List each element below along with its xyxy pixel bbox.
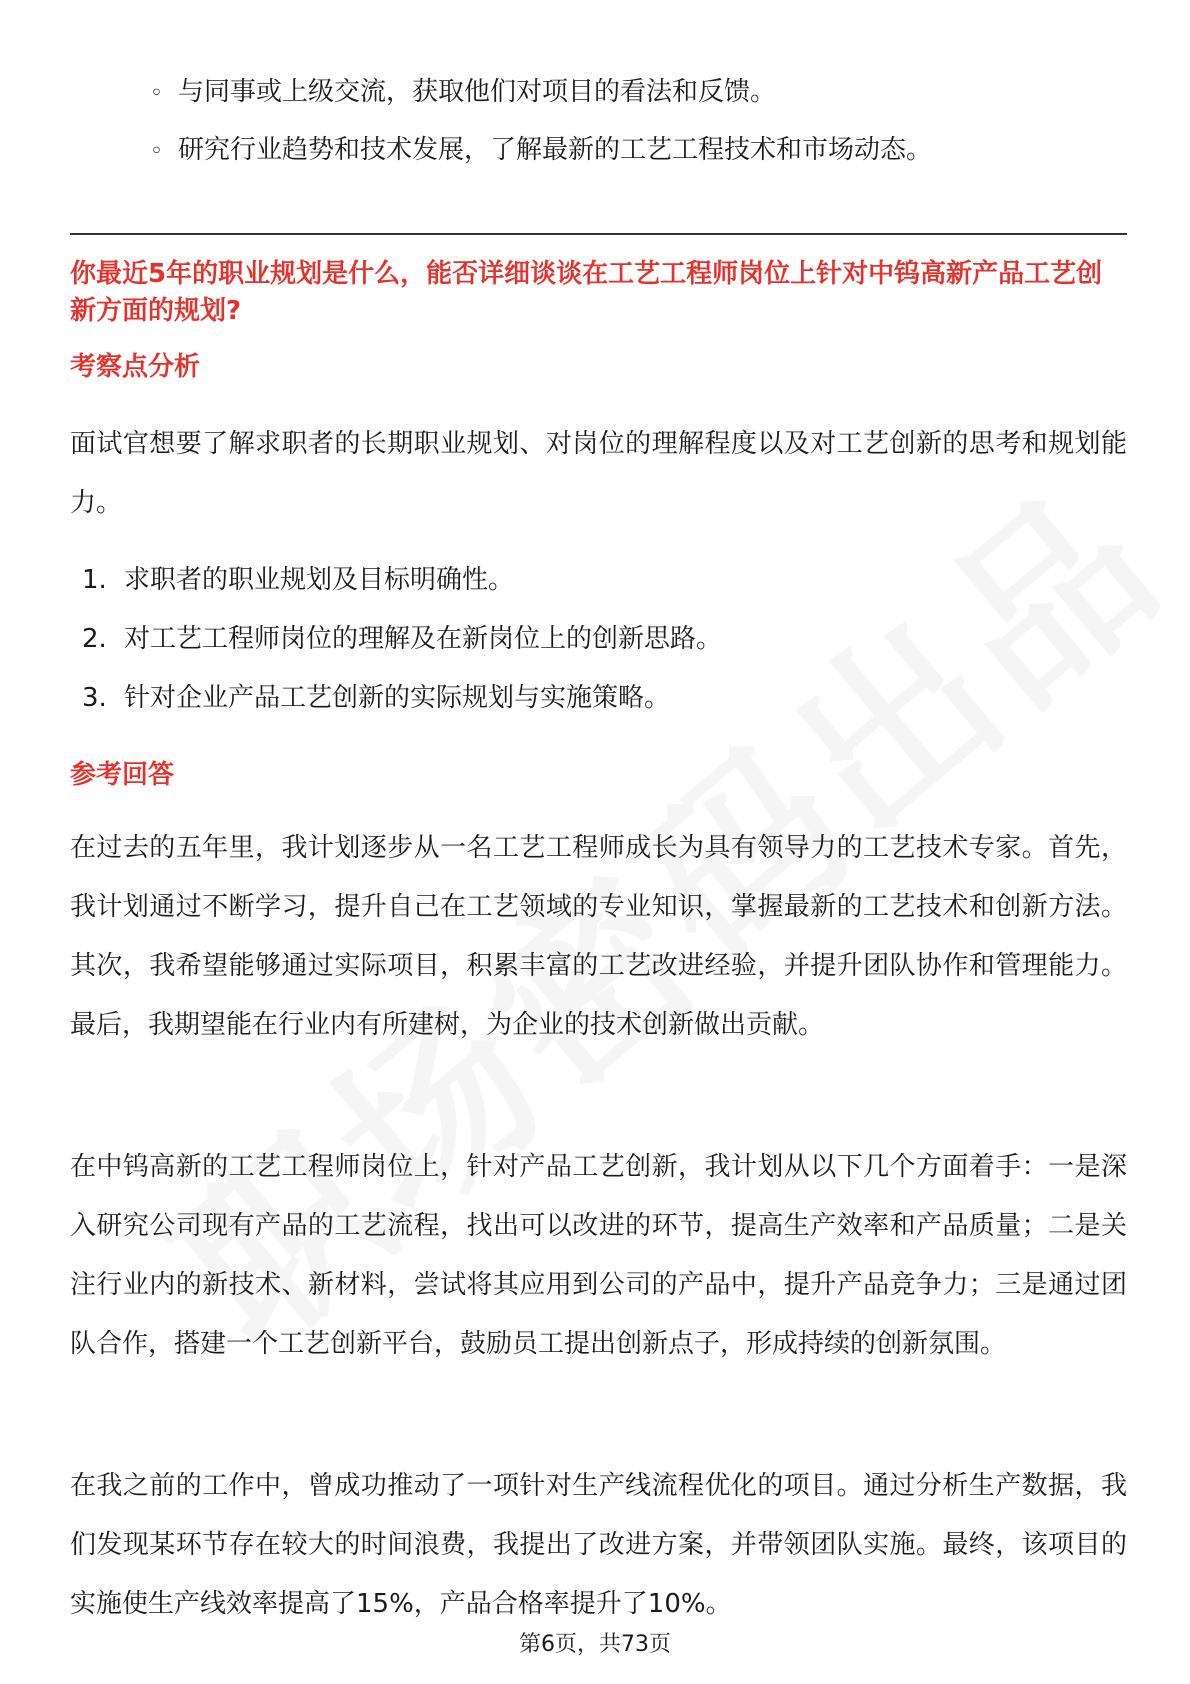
page-number-footer: 第6页，共73页 bbox=[519, 1632, 671, 1657]
list-item bbox=[82, 560, 1122, 600]
top-bullet-list bbox=[150, 72, 1100, 188]
list-item bbox=[82, 678, 1122, 718]
question-heading: 你最近5年的职业规划是什么，能否详细谈谈在工艺工程师岗位上针对中钨高新产品工艺创新方面的规划? bbox=[70, 259, 1103, 326]
answer-paragraph: 在我之前的工作中，曾成功推动了一项针对生产线流程优化的项目。通过分析生产数据，我们发现某环节存在较大的时间浪费，我提出了改进方案，并带领团队实施。最终，该项目的实施使生产线效率提高了15%，产品合格率提升了10%。 bbox=[70, 1471, 1127, 1619]
analysis-intro: 面试官想要了解求职者的长期职业规划、对岗位的理解程度以及对工艺创新的思考和规划能力。 bbox=[70, 429, 1127, 518]
list-item bbox=[82, 619, 1122, 659]
list-text: 对工艺工程师岗位的理解及在新岗位上的创新思路。 bbox=[124, 624, 723, 654]
list-text: 求职者的职业规划及目标明确性。 bbox=[124, 565, 515, 595]
list-number: 2. bbox=[82, 624, 107, 654]
answer-paragraph: 在中钨高新的工艺工程师岗位上，针对产品工艺创新，我计划从以下几个方面着手：一是深入研究公司现有产品的工艺流程，找出可以改进的环节，提高生产效率和产品质量；二是关注行业内的新技术、新材料，尝试将其应用到公司的产品中，提升产品竞争力；三是通过团队合作，搭建一个工艺创新平台，鼓励员工提出创新点子，形成持续的创新氛围。 bbox=[70, 1152, 1127, 1359]
analysis-point-list bbox=[82, 560, 1122, 737]
bullet-text: 与同事或上级交流，获取他们对项目的看法和反馈。 bbox=[178, 77, 777, 107]
list-number: 1. bbox=[82, 565, 107, 595]
analysis-title: 考察点分析 bbox=[70, 352, 201, 382]
section-divider bbox=[70, 233, 1127, 235]
bullet-icon: ◦ bbox=[150, 139, 163, 164]
bullet-icon: ◦ bbox=[150, 81, 163, 106]
answer-paragraph: 在过去的五年里，我计划逐步从一名工艺工程师成长为具有领导力的工艺技术专家。首先，我计划通过不断学习，提升自己在工艺领域的专业知识，掌握最新的工艺技术和创新方法。其次，我希望能够通过实际项目，积累丰富的工艺改进经验，并提升团队协作和管理能力。最后，我期望能在行业内有所建树，为企业的技术创新做出贡献。 bbox=[70, 833, 1127, 1040]
list-item bbox=[150, 130, 1100, 170]
list-text: 针对企业产品工艺创新的实际规划与实施策略。 bbox=[124, 683, 671, 713]
bullet-text: 研究行业趋势和技术发展，了解最新的工艺工程技术和市场动态。 bbox=[178, 135, 933, 165]
list-number: 3. bbox=[82, 683, 107, 713]
answer-title: 参考回答 bbox=[70, 760, 175, 790]
list-item bbox=[150, 72, 1100, 112]
